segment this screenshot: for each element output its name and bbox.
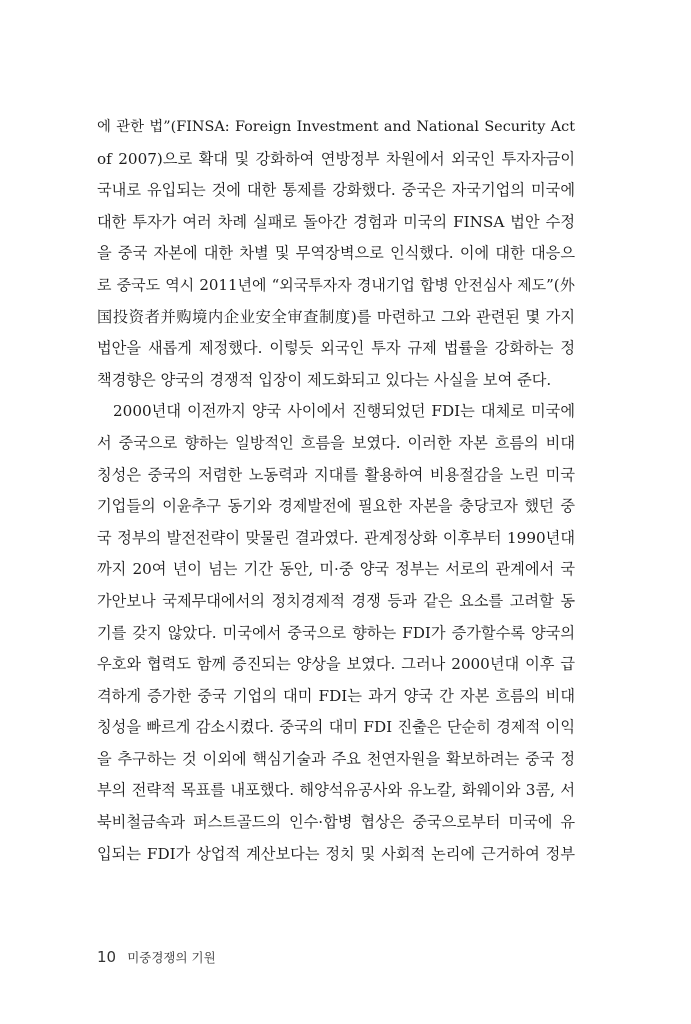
text-line: 을 추구하는 것 이외에 핵심기술과 주요 천연자원을 확보하려는 중국 정 bbox=[97, 749, 575, 768]
body-text bbox=[97, 112, 575, 870]
text-line: 법안을 새롭게 제정했다. 이렇듯 외국인 투자 규제 법률을 강화하는 정 bbox=[97, 339, 575, 358]
text-line: 기를 갖지 않았다. 미국에서 중국으로 향하는 FDI가 증가할수록 양국의 bbox=[97, 623, 575, 642]
paragraph-2 bbox=[97, 396, 575, 870]
text-line: 국 정부의 발전전략이 맞물린 결과였다. 관계정상화 이후부터 1990년대 bbox=[97, 528, 575, 547]
paragraph-1 bbox=[97, 112, 575, 396]
text-line: 칭성은 중국의 저렴한 노동력과 지대를 활용하여 비용절감을 노린 미국 bbox=[97, 465, 575, 484]
text-line: 기업들의 이윤추구 동기와 경제발전에 필요한 자본을 충당코자 했던 중 bbox=[97, 497, 575, 516]
text-line: 国投资者并购境内企业安全审查制度)를 마련하고 그와 관련된 몇 가지 bbox=[97, 307, 575, 326]
text-line: 까지 20여 년이 넘는 기간 동안, 미·중 양국 정부는 서로의 관계에서 국 bbox=[97, 560, 575, 579]
text-line: 을 중국 자본에 대한 차별 및 무역장벽으로 인식했다. 이에 대한 대응으 bbox=[97, 244, 575, 263]
text-line: 격하게 증가한 중국 기업의 대미 FDI는 과거 양국 간 자본 흐름의 비대 bbox=[97, 686, 575, 705]
page-number: 10 bbox=[97, 948, 117, 966]
text-line: 에 관한 법”(FINSA: Foreign Investment and National Security Act bbox=[97, 119, 575, 135]
text-line: 서 중국으로 향하는 일방적인 흐름을 보였다. 이러한 자본 흐름의 비대 bbox=[97, 433, 575, 452]
text-line: 북비철금속과 퍼스트골드의 인수·합병 협상은 중국으로부터 미국에 유 bbox=[97, 813, 575, 832]
running-book-title: 미중경쟁의 기원 bbox=[127, 950, 216, 965]
text-line: 가안보나 국제무대에서의 정치경제적 경쟁 등과 같은 요소를 고려할 동 bbox=[97, 591, 575, 610]
text-line: 대한 투자가 여러 차례 실패로 돌아간 경험과 미국의 FINSA 법안 수정 bbox=[97, 212, 575, 231]
page-footer bbox=[97, 947, 216, 966]
text-line: 칭성을 빠르게 감소시켰다. 중국의 대미 FDI 진출은 단순히 경제적 이익 bbox=[97, 718, 575, 737]
text-line: 입되는 FDI가 상업적 계산보다는 정치 및 사회적 논리에 근거하여 정부 bbox=[97, 844, 575, 863]
text-line: 우호와 협력도 함께 증진되는 양상을 보였다. 그러나 2000년대 이후 급 bbox=[97, 655, 575, 674]
text-line: 로 중국도 역시 2011년에 “외국투자자 경내기업 합병 안전심사 제도”(外 bbox=[97, 275, 575, 294]
text-line: 2000년대 이전까지 양국 사이에서 진행되었던 FDI는 대체로 미국에 bbox=[113, 402, 575, 421]
text-line: 국내로 유입되는 것에 대한 통제를 강화했다. 중국은 자국기업의 미국에 bbox=[97, 181, 575, 200]
text-line: 부의 전략적 목표를 내포했다. 해양석유공사와 유노칼, 화웨이와 3콤, 서 bbox=[97, 781, 575, 800]
text-line: of 2007)으로 확대 및 강화하여 연방정부 차원에서 외국인 투자자금이 bbox=[97, 149, 575, 168]
text-line: 책경향은 양국의 경쟁적 입장이 제도화되고 있다는 사실을 보여 준다. bbox=[97, 370, 552, 389]
